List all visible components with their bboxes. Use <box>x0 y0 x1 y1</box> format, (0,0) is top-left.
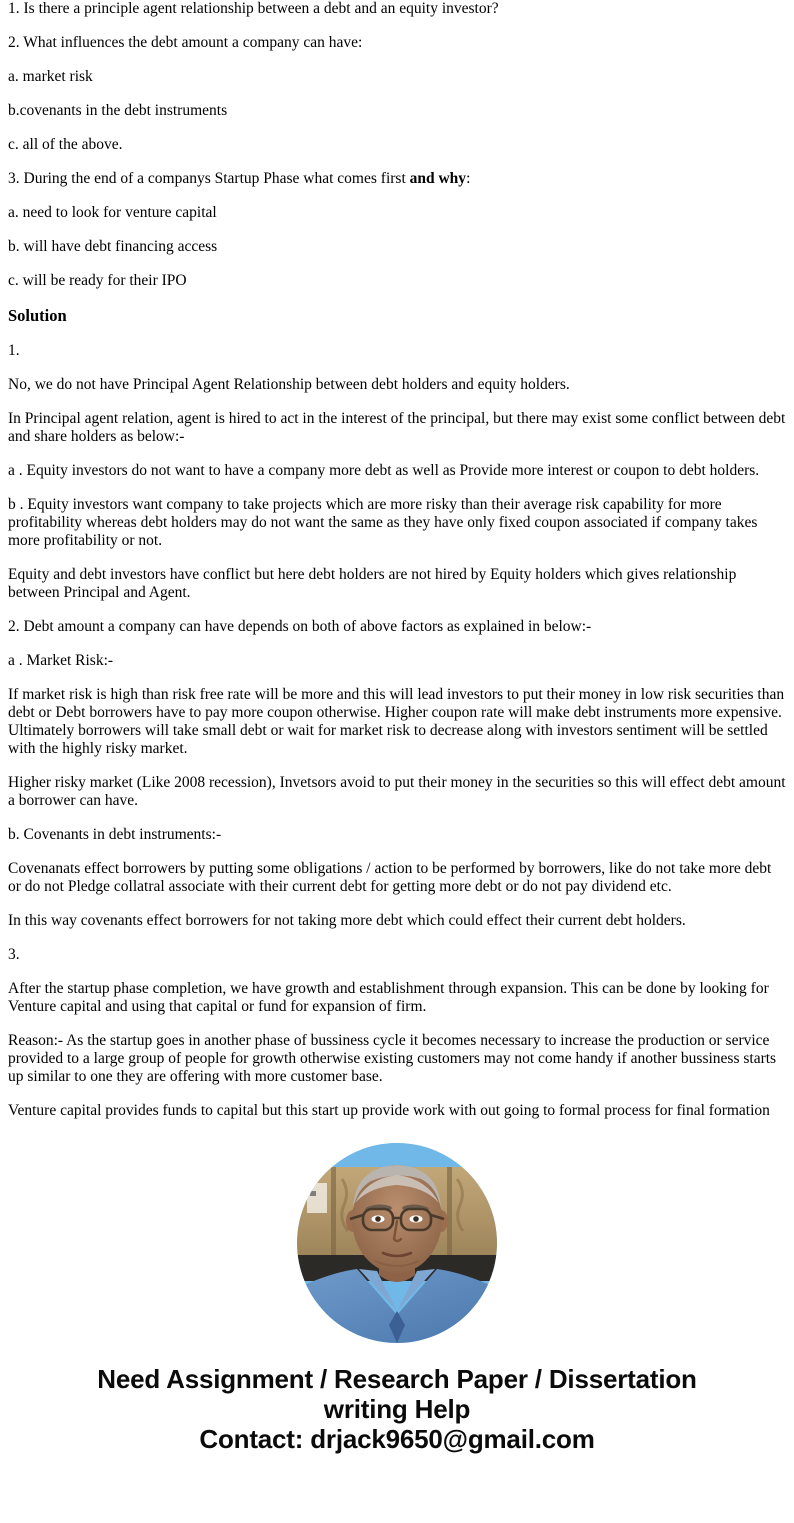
question-2-option-b: b.covenants in the debt instruments <box>8 102 228 119</box>
question-3-option-c: c. will be ready for their IPO <box>8 272 187 289</box>
answer-3-paragraph-2: Reason:- As the startup goes in another phase of bussiness cycle it becomes necessary to increase the production or service provided to a large group of people for growth otherwise existing customers may not come handy if another bussiness starts up similar to one they are offering with more customer base. <box>8 1032 777 1085</box>
answer-3-paragraph-1: After the startup phase completion, we have growth and establishment through expansion. This can be done by looking for Venture capital and using that capital or fund for expansion of firm. <box>8 980 769 1015</box>
answer-2-covenants-label: b. Covenants in debt instruments:- <box>8 826 222 843</box>
question-3-trail: : <box>466 170 471 187</box>
avatar <box>297 1143 497 1343</box>
question-3-option-b: b. will have debt financing access <box>8 238 218 255</box>
answer-2-paragraph-1: 2. Debt amount a company can have depends on both of above factors as explained in below:- <box>8 618 592 635</box>
answer-1-paragraph-3: a . Equity investors do not want to have a company more debt as well as Provide more interest or coupon to debt holders. <box>8 462 760 479</box>
portrait-section <box>0 1128 794 1358</box>
answer-2-paragraph-5: In this way covenants effect borrowers for not taking more debt which could effect their current debt holders. <box>8 912 686 929</box>
answer-2-paragraph-4: Covenanats effect borrowers by putting some obligations / action to be performed by borrowers, like do not take more debt or do not Pledge collatral associate with their current debt for getting more debt or do not pay dividend etc. <box>8 860 772 895</box>
answer-1-paragraph-5: Equity and debt investors have conflict but here debt holders are not hired by Equity holders which gives relationship between Principal and Agent. <box>8 566 737 601</box>
answer-1-number: 1. <box>8 342 20 359</box>
question-2-option-c: c. all of the above. <box>8 136 123 153</box>
answer-3-paragraph-3-clipped: Venture capital provides funds to capital but this start up provide work with out going to formal process for final formation <box>8 1102 770 1119</box>
question-2: 2. What influences the debt amount a company can have: <box>8 34 363 51</box>
footer-contact: Contact: drjack9650@gmail.com <box>199 1424 595 1454</box>
question-2-option-a: a. market risk <box>8 68 93 85</box>
question-3 <box>8 170 786 188</box>
answer-3-number: 3. <box>8 946 20 963</box>
answer-2-market-risk-label: a . Market Risk:- <box>8 652 114 669</box>
answer-1-paragraph-2: In Principal agent relation, agent is hired to act in the interest of the principal, but there may exist some conflict between debt and share holders as below:- <box>8 410 786 445</box>
question-3-lead: 3. During the end of a companys Startup Phase what comes first <box>8 170 410 187</box>
answer-1-paragraph-4: b . Equity investors want company to take projects which are more risky than their average risk capability for more profitability whereas debt holders may do not want the same as they have only fixed coupon associated if company takes more profitability or not. <box>8 496 758 549</box>
footer-headline-2: writing Help <box>323 1394 471 1424</box>
footer-headline-1: Need Assignment / Research Paper / Dissertation <box>97 1364 697 1394</box>
question-3-option-a: a. need to look for venture capital <box>8 204 217 221</box>
profile-photo-icon <box>297 1143 497 1343</box>
answer-2-paragraph-2: If market risk is high than risk free rate will be more and this will lead investors to put their money in low risk securities than debt or Debt borrowers have to pay more coupon otherwise. Higher coupon rate will make debt instruments more expensive. Ultimately borrowers will take small debt or wait for market risk to decrease along with investors sentiment will be settled with the highly risky market. <box>8 686 785 757</box>
answer-2-paragraph-3: Higher risky market (Like 2008 recession), Invetsors avoid to put their money in the securities so this will effect debt amount a borrower can have. <box>8 774 786 809</box>
question-3-emphasis: and why <box>409 170 467 187</box>
solution-heading: Solution <box>8 306 67 325</box>
question-1: 1. Is there a principle agent relationship between a debt and an equity investor? <box>8 0 499 17</box>
footer <box>0 1358 794 1472</box>
answer-1-paragraph-1: No, we do not have Principal Agent Relationship between debt holders and equity holders. <box>8 376 570 393</box>
